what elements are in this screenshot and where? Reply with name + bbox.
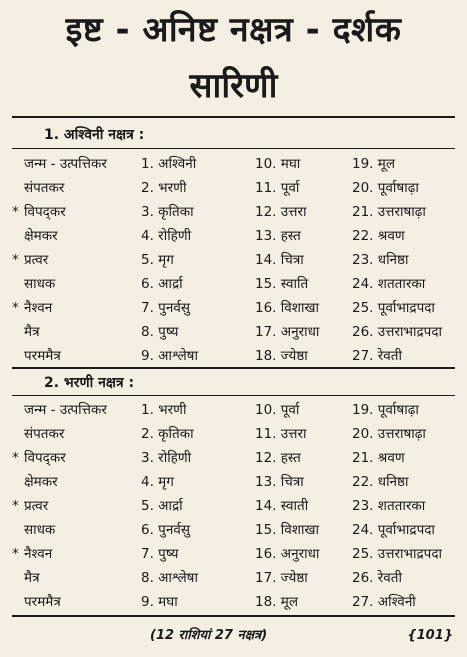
table-row xyxy=(0,422,467,446)
nakshatra-cell: 17. ज्येष्ठा xyxy=(255,570,308,586)
nakshatra-cell: 14. स्वाती xyxy=(255,498,309,514)
table-row xyxy=(0,542,467,566)
nakshatra-cell: 24. शततारका xyxy=(352,276,426,292)
table-row xyxy=(0,344,467,368)
nakshatra-cell: 27. अश्विनी xyxy=(352,594,416,610)
table-row xyxy=(0,398,467,422)
nakshatra-cell: 8. आश्लेषा xyxy=(141,570,198,586)
nakshatra-cell: 21. श्रवण xyxy=(352,450,405,466)
table-row xyxy=(0,200,467,224)
row-label: मैत्र xyxy=(24,570,40,586)
nakshatra-cell: 15. स्वाति xyxy=(255,276,309,292)
nakshatra-cell: 10. पूर्वा xyxy=(255,402,300,418)
row-marker: * xyxy=(12,204,19,220)
row-label: विपद्‌कर xyxy=(24,450,66,466)
nakshatra-cell: 9. आश्लेषा xyxy=(141,348,198,364)
row-label: साधक xyxy=(24,522,56,538)
section-heading-ashwini: 1. अश्विनी नक्षत्र : xyxy=(44,127,145,143)
nakshatra-cell: 6. पुनर्वसु xyxy=(141,522,190,538)
page-title: इष्ट - अनिष्ट नक्षत्र - दर्शक xyxy=(65,10,402,50)
nakshatra-cell: 12. हस्त xyxy=(255,450,301,466)
section-divider xyxy=(12,148,455,149)
nakshatra-cell: 1. भरणी xyxy=(141,402,187,418)
nakshatra-cell: 27. रेवती xyxy=(352,348,402,364)
nakshatra-cell: 22. धनिष्ठा xyxy=(352,474,409,490)
nakshatra-cell: 17. अनुराधा xyxy=(255,324,320,340)
nakshatra-cell: 16. अनुराधा xyxy=(255,546,320,562)
section-divider xyxy=(12,367,455,369)
row-label: प्रत्वर xyxy=(24,252,49,268)
nakshatra-cell: 25. उत्तराभाद्रपदा xyxy=(352,546,442,562)
row-label: साधक xyxy=(24,276,56,292)
nakshatra-cell: 4. मृग xyxy=(141,474,174,490)
nakshatra-cell: 2. भरणी xyxy=(141,180,187,196)
row-label: क्षेमकर xyxy=(24,228,58,244)
nakshatra-cell: 16. विशाखा xyxy=(255,300,319,316)
nakshatra-cell: 13. हस्त xyxy=(255,228,301,244)
nakshatra-cell: 5. आर्द्रा xyxy=(141,498,183,514)
nakshatra-cell: 25. पूर्वाभाद्रपदा xyxy=(352,300,435,316)
nakshatra-cell: 3. कृतिका xyxy=(141,204,194,220)
table-row xyxy=(0,446,467,470)
row-label: नैश्वन xyxy=(24,546,53,562)
row-label: विपद्‌कर xyxy=(24,204,66,220)
row-label: क्षेमकर xyxy=(24,474,58,490)
row-marker: * xyxy=(12,450,19,466)
row-label: संपतकर xyxy=(24,426,65,442)
table-row xyxy=(0,176,467,200)
nakshatra-cell: 7. पुष्य xyxy=(141,546,179,562)
section-heading-bharani: 2. भरणी नक्षत्र : xyxy=(44,375,135,391)
nakshatra-cell: 22. श्रवण xyxy=(352,228,405,244)
nakshatra-cell: 21. उत्तराषाढ़ा xyxy=(352,204,426,220)
table-row xyxy=(0,470,467,494)
table-row xyxy=(0,224,467,248)
table-row xyxy=(0,590,467,614)
table-row xyxy=(0,272,467,296)
page-subtitle: सारिणी xyxy=(189,66,278,106)
nakshatra-cell: 15. विशाखा xyxy=(255,522,319,538)
nakshatra-cell: 23. शततारका xyxy=(352,498,426,514)
row-label: जन्म - उत्पत्तिकर xyxy=(24,156,107,172)
top-divider xyxy=(12,116,455,118)
row-label: प्रत्वर xyxy=(24,498,49,514)
nakshatra-cell: 24. पूर्वाभाद्रपदा xyxy=(352,522,435,538)
table-row xyxy=(0,248,467,272)
row-marker: * xyxy=(12,546,19,562)
nakshatra-cell: 23. धनिष्ठा xyxy=(352,252,409,268)
table-row xyxy=(0,296,467,320)
nakshatra-cell: 26. उत्तराभाद्रपदा xyxy=(352,324,442,340)
row-marker: * xyxy=(12,252,19,268)
table-row xyxy=(0,152,467,176)
bottom-divider xyxy=(12,615,455,617)
nakshatra-cell: 9. मघा xyxy=(141,594,178,610)
row-label: परममैत्र xyxy=(24,348,61,364)
footer-note: (12 राशियां 27 नक्षत्र) xyxy=(150,628,268,643)
nakshatra-cell: 13. चित्रा xyxy=(255,474,304,490)
nakshatra-cell: 3. रोहिणी xyxy=(141,450,192,466)
nakshatra-cell: 6. आर्द्रा xyxy=(141,276,183,292)
nakshatra-cell: 11. उत्तरा xyxy=(255,426,307,442)
row-marker: * xyxy=(12,498,19,514)
table-row xyxy=(0,320,467,344)
nakshatra-cell: 2. कृतिका xyxy=(141,426,194,442)
row-label: परममैत्र xyxy=(24,594,61,610)
table-row xyxy=(0,518,467,542)
section-divider xyxy=(12,395,455,396)
row-label: संपतकर xyxy=(24,180,65,196)
nakshatra-cell: 19. पूर्वाषाढ़ा xyxy=(352,402,419,418)
nakshatra-cell: 8. पुष्य xyxy=(141,324,179,340)
nakshatra-cell: 20. पूर्वाषाढ़ा xyxy=(352,180,419,196)
nakshatra-cell: 26. रेवती xyxy=(352,570,402,586)
nakshatra-cell: 19. मूल xyxy=(352,156,395,172)
nakshatra-cell: 4. रोहिणी xyxy=(141,228,192,244)
row-label: मैत्र xyxy=(24,324,40,340)
nakshatra-cell: 5. मृग xyxy=(141,252,174,268)
nakshatra-cell: 1. अश्विनी xyxy=(141,156,197,172)
nakshatra-cell: 11. पूर्वा xyxy=(255,180,300,196)
table-row xyxy=(0,566,467,590)
nakshatra-cell: 12. उत्तरा xyxy=(255,204,307,220)
nakshatra-cell: 14. चित्रा xyxy=(255,252,304,268)
row-label: जन्म - उत्पत्तिकर xyxy=(24,402,107,418)
page-number: {101} xyxy=(407,628,453,643)
row-marker: * xyxy=(12,300,19,316)
table-row xyxy=(0,494,467,518)
row-label: नैश्वन xyxy=(24,300,53,316)
nakshatra-cell: 7. पुनर्वसु xyxy=(141,300,190,316)
nakshatra-cell: 20. उत्तराषाढ़ा xyxy=(352,426,426,442)
nakshatra-cell: 10. मघा xyxy=(255,156,301,172)
nakshatra-cell: 18. मूल xyxy=(255,594,298,610)
nakshatra-cell: 18. ज्येष्ठा xyxy=(255,348,308,364)
